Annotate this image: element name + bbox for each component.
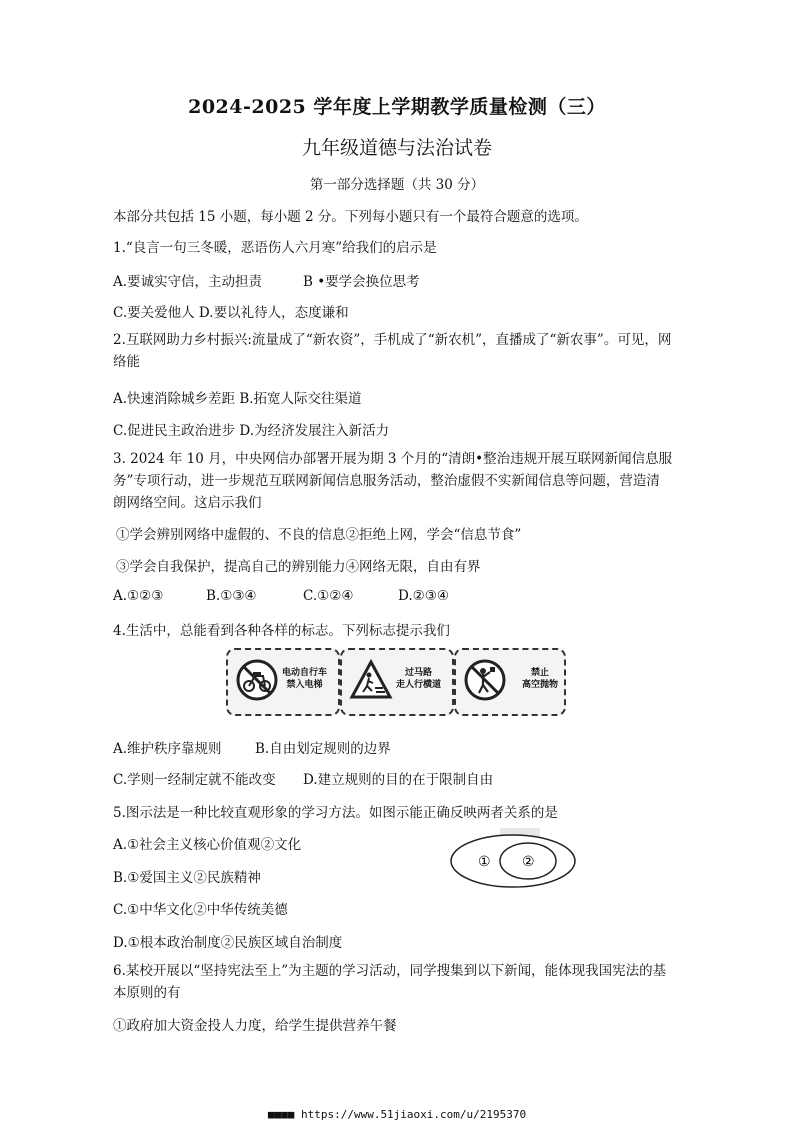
q4-options-cd — [113, 768, 493, 788]
no-throwing-icon — [463, 658, 507, 702]
q1-option-a: A.要诚实守信，主动担责 — [113, 274, 263, 290]
sign-crosswalk-text: 过马路 走人行横道 — [396, 668, 442, 690]
q1-option-b: B •要学会换位思考 — [303, 274, 420, 290]
section-heading: 第一部分选择题（共 30 分） — [309, 177, 485, 193]
q4-options-ab — [113, 737, 391, 757]
q4-signs-image — [226, 648, 566, 716]
venn-label-inner: ② — [522, 854, 535, 870]
q5-option-b: B.①爱国主义②民族精神 — [113, 870, 261, 886]
q3-option-a: A.①②③ — [113, 588, 164, 604]
q4-option-c: C.学则一经制定就不能改变 — [113, 772, 276, 788]
exam-title: 2024-2025 学年度上学期教学质量检测（三） — [188, 96, 606, 118]
sign-no-throwing — [454, 648, 566, 716]
no-ebike-icon — [235, 658, 279, 702]
q3-options — [113, 588, 449, 604]
q5-option-d: D.①根本政治制度②民族区域自治制度 — [113, 935, 343, 951]
sign-no-throwing-text: 禁止 高空抛物 — [522, 668, 559, 690]
q2-stem: 2.互联网助力乡村振兴:流量成了“新农资”，手机成了“新农机”，直播成了“新农事”。可见，网络能 — [113, 332, 672, 370]
q3-option-d: D.②③④ — [398, 588, 449, 604]
venn-label-outer: ① — [478, 854, 491, 870]
instruction-text: 本部分共包括 15 小题，每小题 2 分。下列每小题只有一个最符合题意的选项。 — [113, 209, 588, 225]
q4-option-d: D.建立规则的目的在于限制自由 — [303, 772, 494, 788]
q3-stem: 3. 2024 年 10 月，中央网信办部署开展为期 3 个月的“清朗•整治违规开展互联网新闻信息服务”专项行动，进一步规范互联网新闻信息服务活动，整治虚假不实新闻信息等问题，营造清朗网络空间。这启示我们 — [113, 451, 673, 511]
q5-option-c: C.①中华文化②中华传统美德 — [113, 902, 288, 918]
q2-options-ab: A.快速消除城乡差距 B.拓宽人际交往渠道 — [113, 391, 362, 407]
q5-venn-diagram — [448, 828, 578, 890]
q1-stem: 1.“良言一句三冬暖，恶语伤人六月寒”给我们的启示是 — [113, 240, 437, 256]
q1-options-cd: C.要关爱他人 D.要以礼待人，态度谦和 — [113, 305, 349, 321]
q6-statement-1: ①政府加大资金投人力度，给学生提供营养午餐 — [113, 1018, 397, 1034]
sign-no-ebike-text: 电动自行车 禁入电梯 — [282, 668, 328, 690]
q3-statements-34: ③学会自我保护，提高自己的辨别能力④网络无限，自由有界 — [116, 559, 481, 575]
crosswalk-icon — [349, 658, 393, 702]
sign-crosswalk — [340, 648, 454, 716]
q4-option-a: A.维护秩序靠规则 — [113, 741, 222, 757]
q4-stem: 4.生活中，总能看到各种各样的标志。下列标志提示我们 — [113, 623, 450, 639]
q1-options-ab — [113, 270, 420, 290]
sign-no-ebike — [226, 648, 340, 716]
q4-option-b: B.自由划定规则的边界 — [255, 741, 391, 757]
footer-url-link[interactable]: https://www.51jiaoxi.com/u/2195370 — [300, 1108, 527, 1121]
q3-statements-12: ①学会辨别网络中虚假的、不良的信息②拒绝上网，学会“信息节食” — [116, 527, 522, 543]
q2-options-cd: C.促进民主政治进步 D.为经济发展注入新活力 — [113, 423, 390, 439]
footer-watermark — [0, 1108, 794, 1121]
footer-prefix: ■■■■ — [267, 1108, 295, 1121]
q5-option-a: A.①社会主义核心价值观②文化 — [113, 837, 302, 853]
q6-stem: 6.某校开展以“坚持宪法至上”为主题的学习活动，同学搜集到以下新闻，能体现我国宪法的基本原则的有 — [113, 963, 667, 1001]
q3-option-c: C.①②④ — [303, 588, 354, 604]
q3-option-b: B.①③④ — [206, 588, 257, 604]
exam-subject: 九年级道德与法治试卷 — [301, 137, 492, 159]
q5-stem: 5.图示法是一种比较直观形象的学习方法。如图示能正确反映两者关系的是 — [113, 805, 558, 821]
